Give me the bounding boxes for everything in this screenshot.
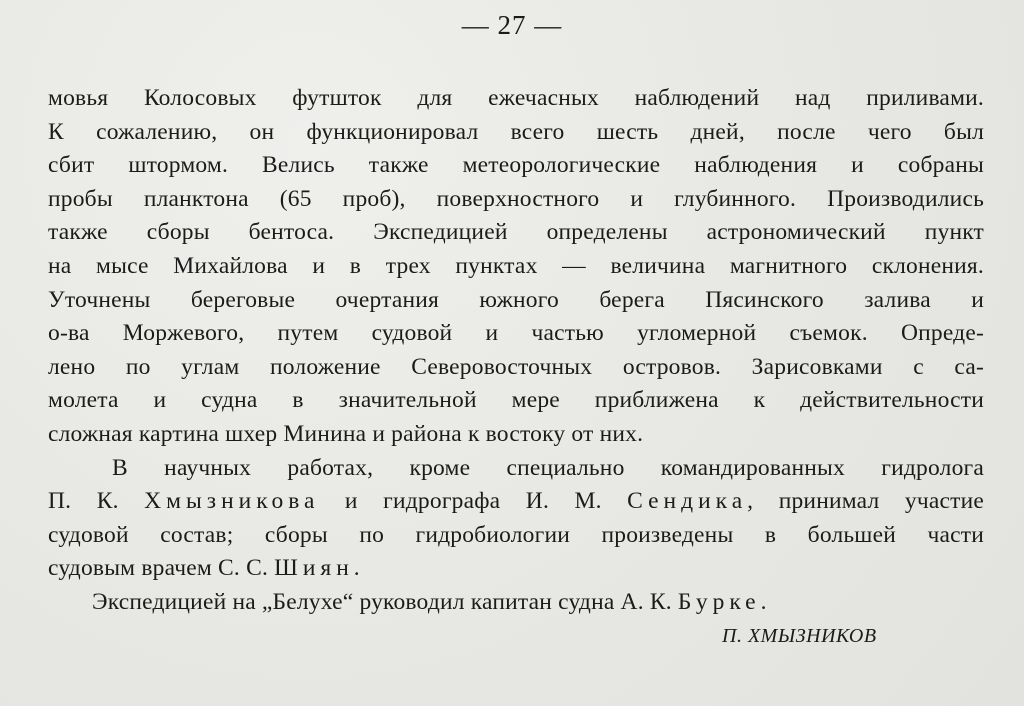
text-fragment: , принимал участие <box>747 488 984 515</box>
text-line: судовой состав; сборы по гидробиологии произведены в большей части <box>48 521 984 548</box>
text-line: о-ва Моржевого, путем судовой и частью угломерной съемок. Опреде- <box>48 320 984 347</box>
text-line: К сожалению, он функционировал всего шесть дней, после чего был <box>48 118 984 145</box>
text-line: также сборы бентоса. Экспедицией определены астрономический пункт <box>48 219 984 246</box>
text-line: лено по углам положение Северовосточных островов. Зарисовками с са- <box>48 353 984 380</box>
text-line <box>48 485 984 519</box>
text-fragment: судовым врачем С. С. <box>48 555 275 582</box>
text-line: Уточнены береговые очертания южного берега Пясинского залива и <box>48 286 984 313</box>
text-line: В научных работах, кроме специально командированных гидролога <box>112 454 984 481</box>
text-line: на мысе Михайлова и в трех пунктах — величина магнитного склонения. <box>48 252 984 279</box>
text-fragment: Экспедицией на „Белухе“ руководил капитан судна А. К. <box>92 588 678 615</box>
text-fragment: П. К. <box>48 488 145 515</box>
text-fragment: и гидрографа И. М. <box>319 488 628 515</box>
text-line: сложная картина шхер Минина и района к востоку от них. <box>48 420 644 447</box>
text-fragment: . <box>760 588 767 615</box>
text-line <box>48 552 984 586</box>
text-line: пробы планктона (65 проб), поверхностного и глубинного. Производились <box>48 185 984 212</box>
body-text <box>48 82 984 620</box>
person-name: Шиян <box>274 555 354 582</box>
text-line <box>48 586 984 620</box>
person-name: Сендика <box>627 488 748 515</box>
text-line: сбит штормом. Велись также метеорологические наблюдения и собраны <box>48 152 984 179</box>
text-fragment: . <box>353 555 360 582</box>
text-line: мовья Колосовых футшток для ежечасных наблюдений над приливами. <box>48 85 984 111</box>
person-name: Хмызникова <box>144 488 320 515</box>
author-signature: П. ХМЫЗНИКОВ <box>722 625 877 647</box>
page-number: — 27 — <box>461 10 563 40</box>
text-line: молета и судна в значительной мере приближена к действительности <box>48 387 984 414</box>
person-name: Бурке <box>677 588 761 615</box>
